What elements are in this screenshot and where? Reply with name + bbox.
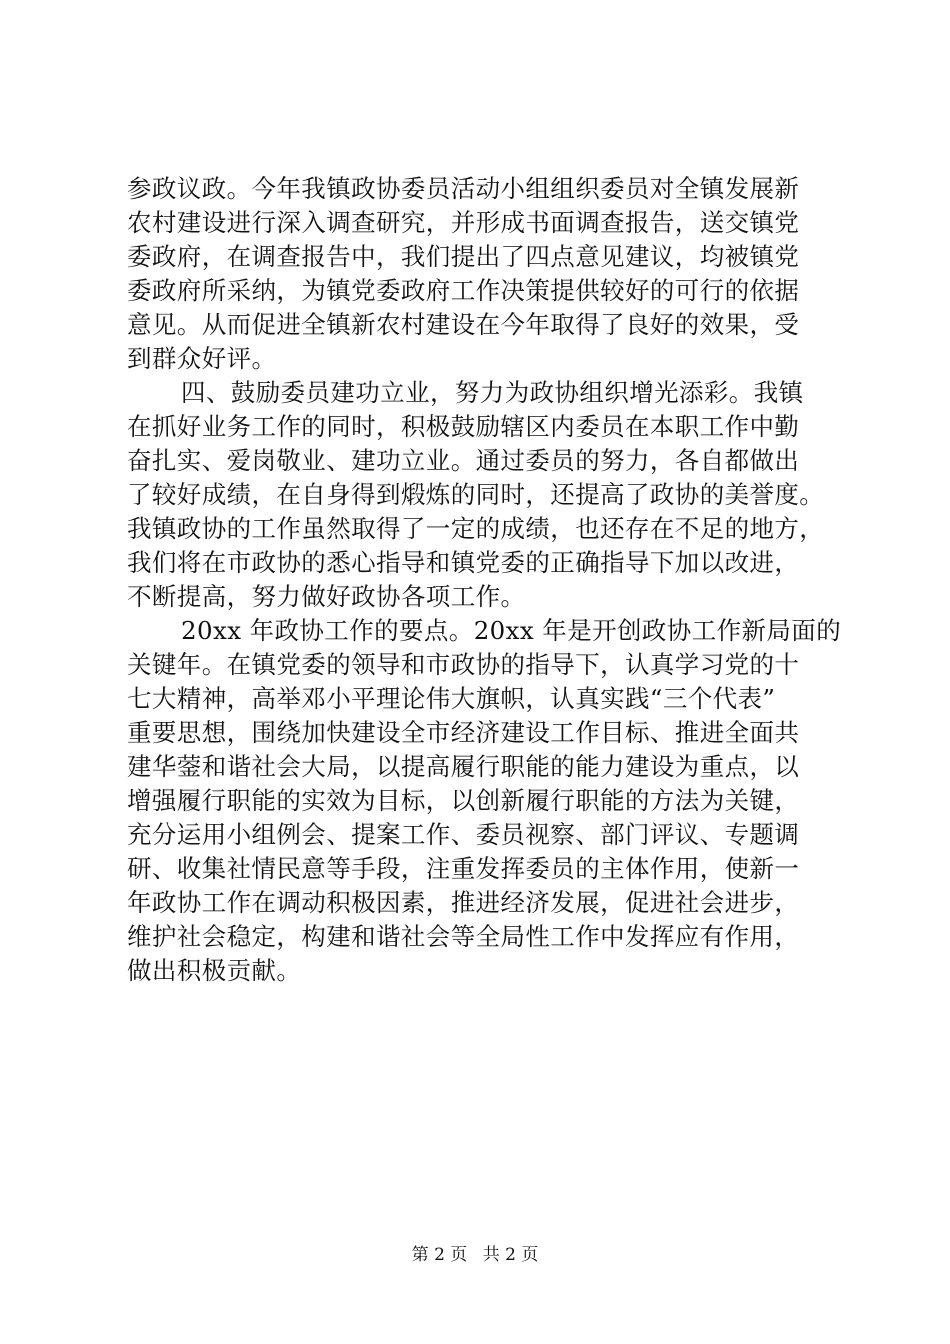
paragraph-3 (127, 614, 842, 988)
text-line: 研、收集社情民意等手段，注重发挥委员的主体作用，使新一 (127, 854, 800, 883)
text-line: 委政府所采纳，为镇党委政府工作决策提供较好的可行的依据 (127, 276, 800, 305)
text-line: 在抓好业务工作的同时，积极鼓励辖区内委员在本职工作中勤 (127, 412, 800, 441)
text-line: 做出积极贡献。 (127, 956, 302, 985)
text-line: 年政协工作在调动积极因素，推进经济发展，促进社会进步， (127, 888, 800, 917)
text-line-first: 四、鼓励委员建功立业，努力为政协组织增光添彩。我镇 (181, 378, 804, 407)
paragraph-2 (127, 376, 833, 614)
text-line: 维护社会稳定，构建和谐社会等全局性工作中发挥应有作用， (127, 922, 800, 951)
text-line: 七大精神，高举邓小平理论伟大旗帜，认真实践“三个代表” (127, 684, 776, 713)
text-line: 奋扎实、爱岗敬业、建功立业。通过委员的努力，各自都做出 (127, 446, 800, 475)
text-line: 意见。从而促进全镇新农村建设在今年取得了良好的效果，受 (127, 310, 800, 339)
page-total: 共 2 页 (482, 1245, 539, 1265)
text-line: 参政议政。今年我镇政协委员活动小组组织委员对全镇发展新 (127, 174, 800, 203)
text-line: 到群众好评。 (127, 344, 277, 373)
text-line-first: 20xx 年政协工作的要点。20xx 年是开创政协工作新局面的 (181, 616, 842, 645)
text-line: 建华蓥和谐社会大局，以提高履行职能的能力建设为重点，以 (127, 752, 800, 781)
text-line: 农村建设进行深入调查研究，并形成书面调查报告，送交镇党 (127, 208, 800, 237)
page-footer (0, 1244, 950, 1266)
text-line: 增强履行职能的实效为目标，以创新履行职能的方法为关键， (127, 786, 800, 815)
text-line: 我镇政协的工作虽然取得了一定的成绩，也还存在不足的地方， (127, 514, 825, 543)
text-line: 不断提高，努力做好政协各项工作。 (127, 582, 526, 611)
text-line: 关键年。在镇党委的领导和市政协的指导下，认真学习党的十 (127, 650, 800, 679)
text-line: 委政府，在调查报告中，我们提出了四点意见建议，均被镇党 (127, 242, 800, 271)
text-line: 我们将在市政协的悉心指导和镇党委的正确指导下加以改进， (127, 548, 800, 577)
paragraph-1 (127, 172, 833, 376)
text-line: 了较好成绩，在自身得到煅炼的同时，还提高了政协的美誉度。 (127, 480, 825, 509)
document-body (127, 172, 842, 988)
text-line: 重要思想，围绕加快建设全市经济建设工作目标、推进全面共 (127, 718, 800, 747)
text-line: 充分运用小组例会、提案工作、委员视察、部门评议、专题调 (127, 820, 800, 849)
page-number: 第 2 页 (411, 1245, 468, 1265)
